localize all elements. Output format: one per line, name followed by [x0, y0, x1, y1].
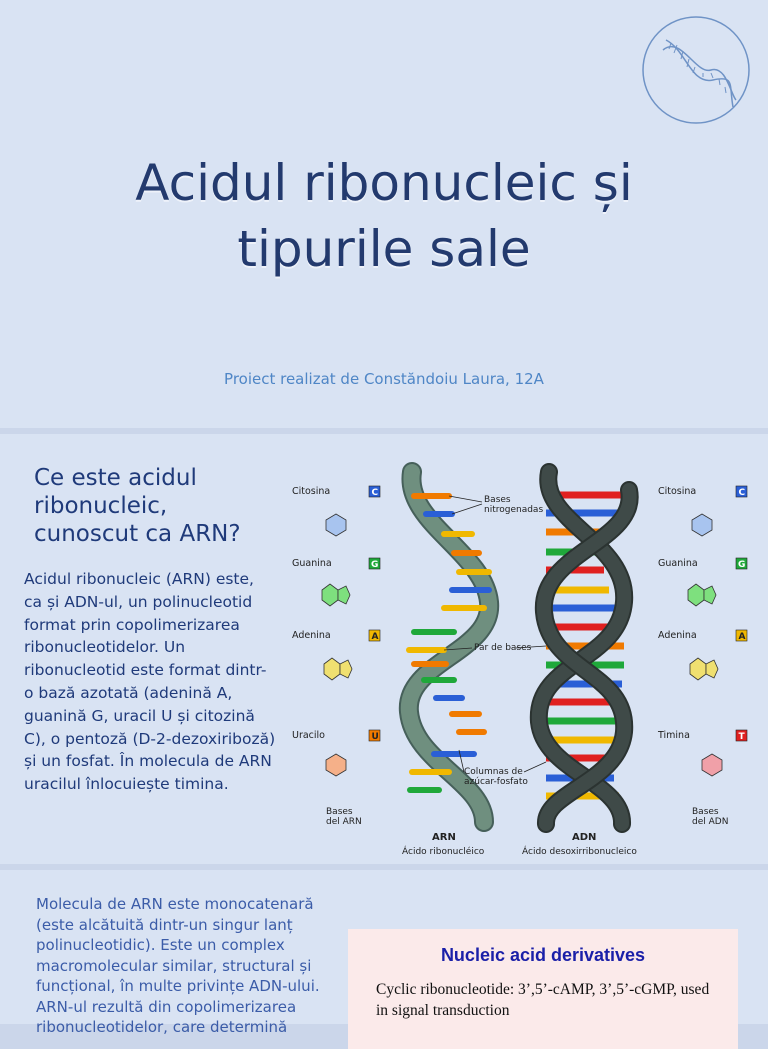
right-base-g-letter: G	[738, 560, 746, 570]
left-base-a-name: Adenina	[292, 630, 331, 641]
right-base-c-name: Citosina	[658, 486, 697, 497]
left-base-u-letter: U	[371, 732, 379, 742]
left-base-u	[292, 730, 380, 776]
slide-heading: Ce este acidul ribonucleic, cunoscut ca ARN?	[34, 465, 241, 547]
right-base-c	[658, 486, 747, 536]
box-body-text: Cyclic ribonucleotide: 3’,5’-cAMP, 3’,5’-cGMP, used in signal transduction	[376, 981, 710, 1019]
bases-adn-label: Bases del ADN	[692, 807, 729, 827]
right-base-a-letter: A	[738, 632, 746, 642]
right-base-t-name: Timina	[658, 730, 690, 741]
right-base-c-letter: C	[738, 488, 746, 498]
columnas-label: Columnas de azúcar-fosfato	[464, 767, 528, 787]
thymine-molecule-icon	[702, 754, 722, 776]
slide-subtitle: Proiect realizat de Constăndoiu Laura, 12A	[224, 370, 544, 388]
left-base-c-letter: C	[371, 488, 379, 498]
left-base-list	[292, 486, 380, 827]
uracil-molecule-icon	[326, 754, 346, 776]
left-base-a	[292, 630, 380, 680]
right-base-list	[657, 486, 747, 827]
title-line-2: tipurile sale	[237, 220, 531, 278]
left-base-g-letter: G	[371, 560, 379, 570]
box-title: Nucleic acid derivatives	[440, 945, 646, 965]
title-slide	[0, 0, 768, 428]
title-line-1: Acidul ribonucleic și	[135, 154, 633, 212]
nucleic-acid-derivatives-box	[348, 929, 738, 1049]
par-de-bases-label: Par de bases	[474, 643, 532, 653]
slide-title	[0, 150, 768, 282]
guanine-molecule-icon	[688, 584, 704, 606]
right-base-t-letter: T	[738, 732, 745, 742]
left-base-u-name: Uracilo	[292, 730, 325, 741]
bases-arn-label: Bases del ARN	[326, 807, 362, 827]
dna-helix-icon	[641, 15, 751, 125]
left-base-a-letter: A	[371, 632, 379, 642]
cytosine-molecule-icon	[326, 514, 346, 536]
right-base-a-name: Adenina	[658, 630, 697, 641]
right-base-t	[657, 730, 747, 776]
adn-subtitle: Ácido desoxirribonucleico	[522, 847, 637, 857]
slide-body-text: Acidul ribonucleic (ARN) este, ca și ADN-ul, un polinucleotid format prin copolimerizarea ribonucleotidelor. Un ribonucleotid este format dintr-o bază azotată (adenină A, guanină G, uracil U și citozină C), o pentoză (D-2-dezoxiriboză) și un fosfat. În molecula de ARN uracilul înlocuiește timina.	[24, 570, 276, 794]
adenine-molecule-icon	[690, 658, 706, 680]
right-base-a	[658, 630, 747, 680]
left-base-g	[292, 558, 380, 606]
right-base-g	[658, 558, 747, 606]
adn-title: ADN	[572, 832, 597, 843]
adenine-molecule-icon	[324, 658, 340, 680]
bases-nitrogenadas-label: Bases nitrogenadas	[484, 495, 544, 515]
arn-subtitle: Ácido ribonucléico	[402, 847, 485, 857]
left-base-c	[292, 486, 380, 536]
arn-title: ARN	[432, 832, 456, 843]
left-base-g-name: Guanina	[292, 558, 332, 569]
arn-adn-diagram	[284, 462, 754, 857]
left-base-c-name: Citosina	[292, 486, 331, 497]
slide-body-text: Molecula de ARN este monocatenară (este alcătuită dintr-un singur lanț polinucleotidic). Este un complex macromolecular similar, structural și funcțional, în multe privințe ADN-ului. ARN-ul rezultă din copolimerizarea ribonucleotidelor, care determină	[36, 895, 320, 1036]
adn-helix	[539, 472, 630, 824]
guanine-molecule-icon	[322, 584, 338, 606]
arn-definition-slide	[0, 434, 768, 864]
right-base-g-name: Guanina	[658, 558, 698, 569]
arn-structure-slide	[0, 870, 768, 1036]
cytosine-molecule-icon	[692, 514, 712, 536]
